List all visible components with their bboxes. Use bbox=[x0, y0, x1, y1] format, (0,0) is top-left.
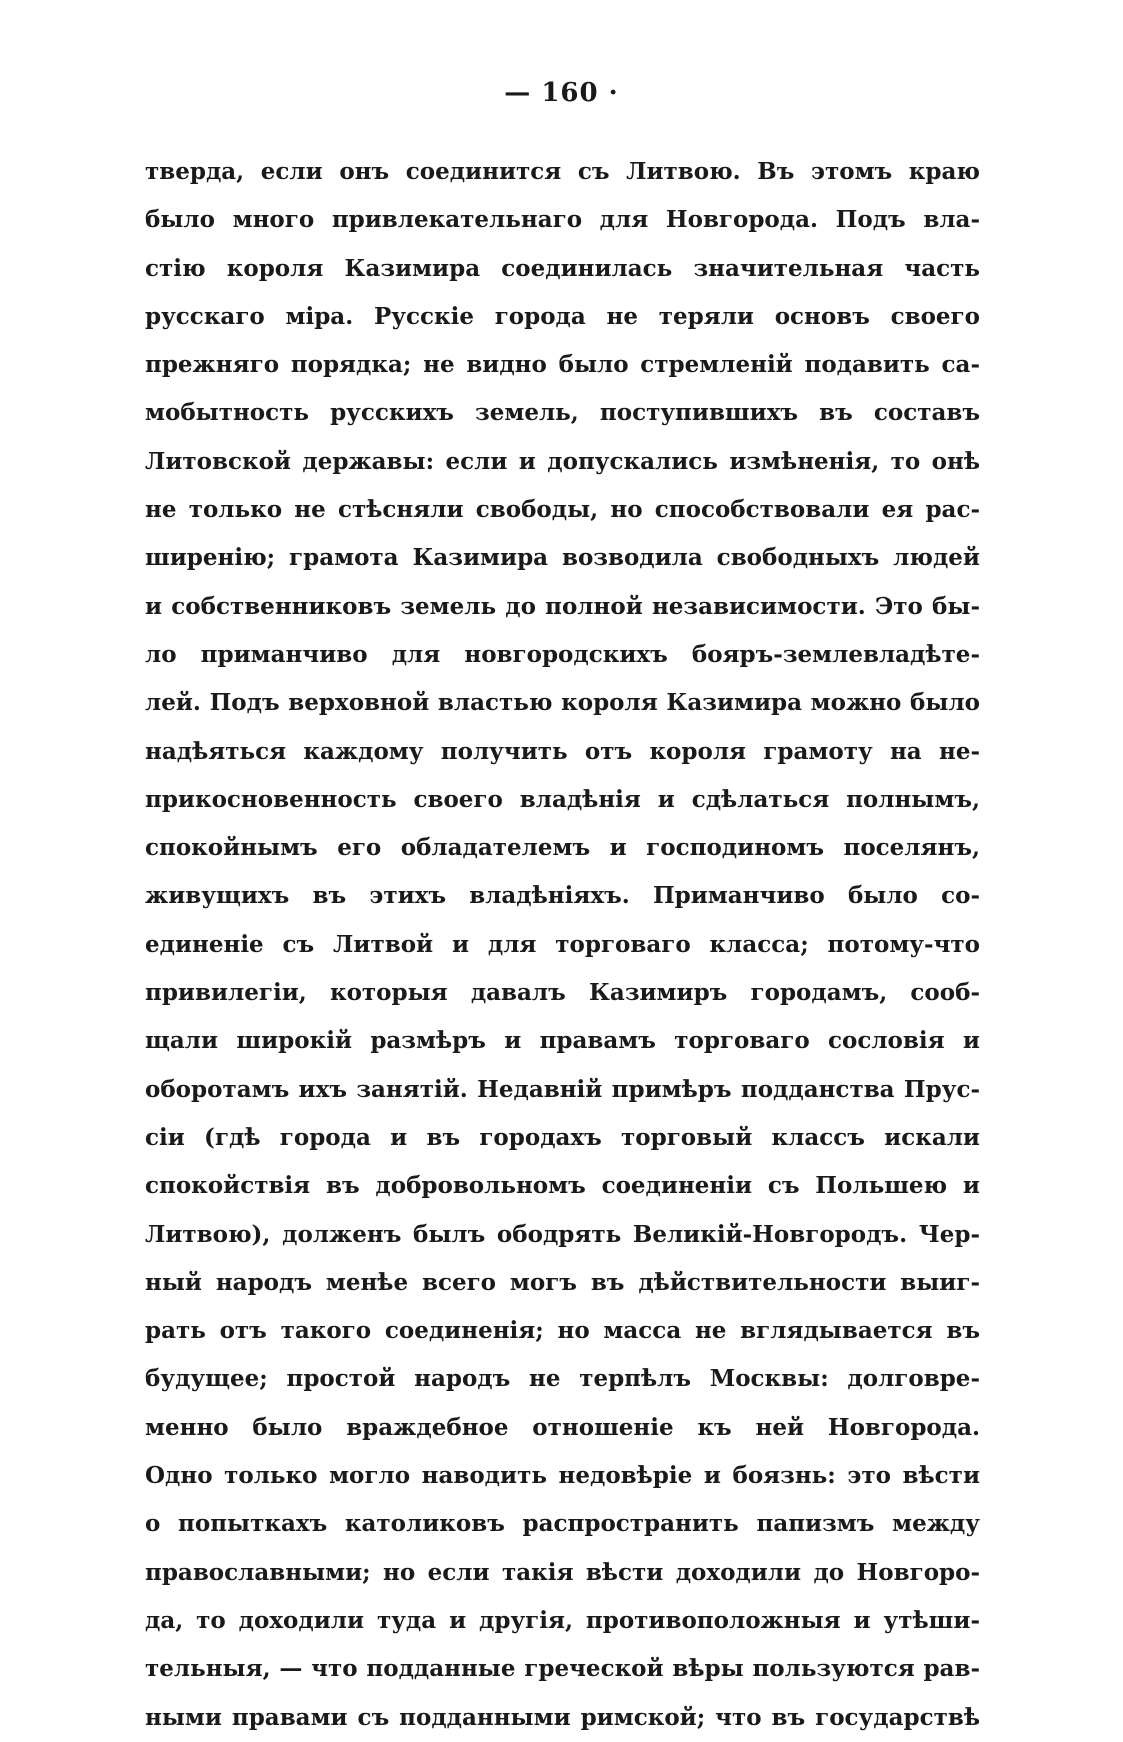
text-line: щали широкій размѣръ и правамъ торговаго сословія и bbox=[145, 1027, 980, 1055]
text-line: стію короля Казимира соединилась значительная часть bbox=[145, 254, 980, 282]
text-line: прикосновенность своего владѣнія и сдѣлаться полнымъ, bbox=[145, 785, 980, 813]
text-line: надѣяться каждому получить отъ короля грамоту на не- bbox=[145, 737, 980, 765]
text-line: не только не стѣсняли свободы, но способствовали ея рас- bbox=[145, 496, 980, 524]
text-line: привилегіи, которыя давалъ Казимиръ городамъ, сооб- bbox=[145, 979, 980, 1007]
text-line: тельныя, — что подданные греческой вѣры пользуются рав- bbox=[145, 1655, 980, 1683]
text-line: сіи (гдѣ города и въ городахъ торговый классъ искали bbox=[145, 1123, 980, 1151]
text-line: оборотамъ ихъ занятій. Недавній примѣръ подданства Прус- bbox=[145, 1075, 980, 1103]
text-line: ло приманчиво для новгородскихъ бояръ-землевладѣте- bbox=[145, 640, 980, 668]
text-line: тверда, если онъ соединится съ Литвою. Въ этомъ краю bbox=[145, 158, 980, 185]
text-line: Литовской державы: если и допускались измѣненія, то онѣ bbox=[145, 447, 980, 475]
text-line: единеніе съ Литвой и для торговаго класса; потому-что bbox=[145, 930, 980, 958]
text-line: было много привлекательнаго для Новгорода. Подъ вла- bbox=[145, 206, 980, 234]
text-line: ширенію; грамота Казимира возводила свободныхъ людей bbox=[145, 544, 980, 572]
text-line: и собственниковъ земель до полной независимости. Это бы- bbox=[145, 592, 980, 620]
text-line: спокойствія въ добровольномъ соединеніи съ Польшею и bbox=[145, 1172, 980, 1200]
text-line: менно было враждебное отношеніе къ ней Новгорода. bbox=[145, 1413, 980, 1441]
text-line: Одно только могло наводить недовѣріе и боязнь: это вѣсти bbox=[145, 1462, 980, 1490]
text-line: русскаго міра. Русскіе города не теряли основъ своего bbox=[145, 302, 980, 330]
text-line: живущихъ въ этихъ владѣніяхъ. Приманчиво было со- bbox=[145, 882, 980, 910]
text-line: православными; но если такія вѣсти доходили до Новгоро- bbox=[145, 1558, 980, 1586]
page-number: — 160 · bbox=[504, 78, 619, 108]
text-line: Литвою), долженъ былъ ободрять Великій-Новгородъ. Чер- bbox=[145, 1220, 980, 1248]
text-line: ный народъ менѣе всего могъ въ дѣйствительности выиг- bbox=[145, 1268, 980, 1296]
text-line: лей. Подъ верховной властью короля Казимира можно было bbox=[145, 689, 980, 717]
text-line: о попыткахъ католиковъ распространить папизмъ между bbox=[145, 1510, 980, 1538]
text-line: спокойнымъ его обладателемъ и господиномъ поселянъ, bbox=[145, 834, 980, 862]
text-line: рать отъ такого соединенія; но масса не вглядывается въ bbox=[145, 1317, 980, 1345]
text-line: мобытность русскихъ земель, поступившихъ въ составъ bbox=[145, 399, 980, 427]
text-line: да, то доходили туда и другія, противоположныя и утѣши- bbox=[145, 1606, 980, 1634]
text-line: ными правами съ подданными римской; что въ государствѣ bbox=[145, 1703, 980, 1731]
body-text bbox=[145, 148, 980, 1742]
text-line: будущее; простой народъ не терпѣлъ Москвы: долговре- bbox=[145, 1365, 980, 1393]
text-line: прежняго порядка; не видно было стремленій подавить са- bbox=[145, 351, 980, 379]
